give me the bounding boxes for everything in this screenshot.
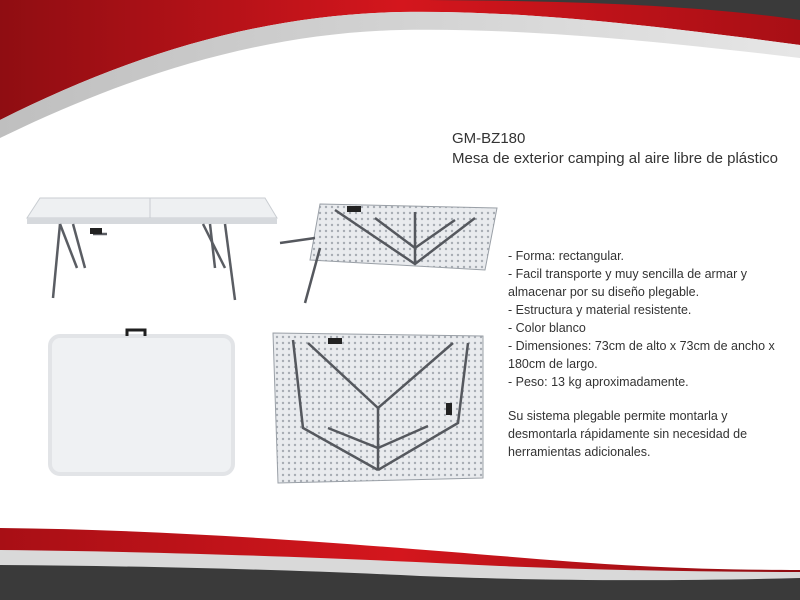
spec-item: - Dimensiones: 73cm de alto x 73cm de ancho x 180cm de largo. [508,339,775,371]
top-banner [0,0,800,140]
table-open-photo [15,190,280,305]
table-underside-photo [275,198,500,308]
spec-item: - Facil transporte y muy sencilla de armar y almacenar por su diseño plegable. [508,267,747,299]
product-model: GM-BZ180 [452,130,526,147]
bottom-banner [0,520,800,600]
spec-item: - Color blanco [508,321,586,335]
spec-item: - Peso: 13 kg aproximadamente. [508,375,689,389]
spec-list [508,247,788,391]
table-folded-photo [45,328,240,478]
header [452,129,778,169]
product-title: Mesa de exterior camping al aire libre de plástico [452,150,778,167]
table-folded-underside-photo [268,328,493,488]
description-paragraph: Su sistema plegable permite montarla y desmontarla rápidamente sin necesidad de herramientas adicionales. [508,409,748,459]
spec-item: - Forma: rectangular. [508,249,625,263]
spec-item: - Estructura y material resistente. [508,303,692,317]
